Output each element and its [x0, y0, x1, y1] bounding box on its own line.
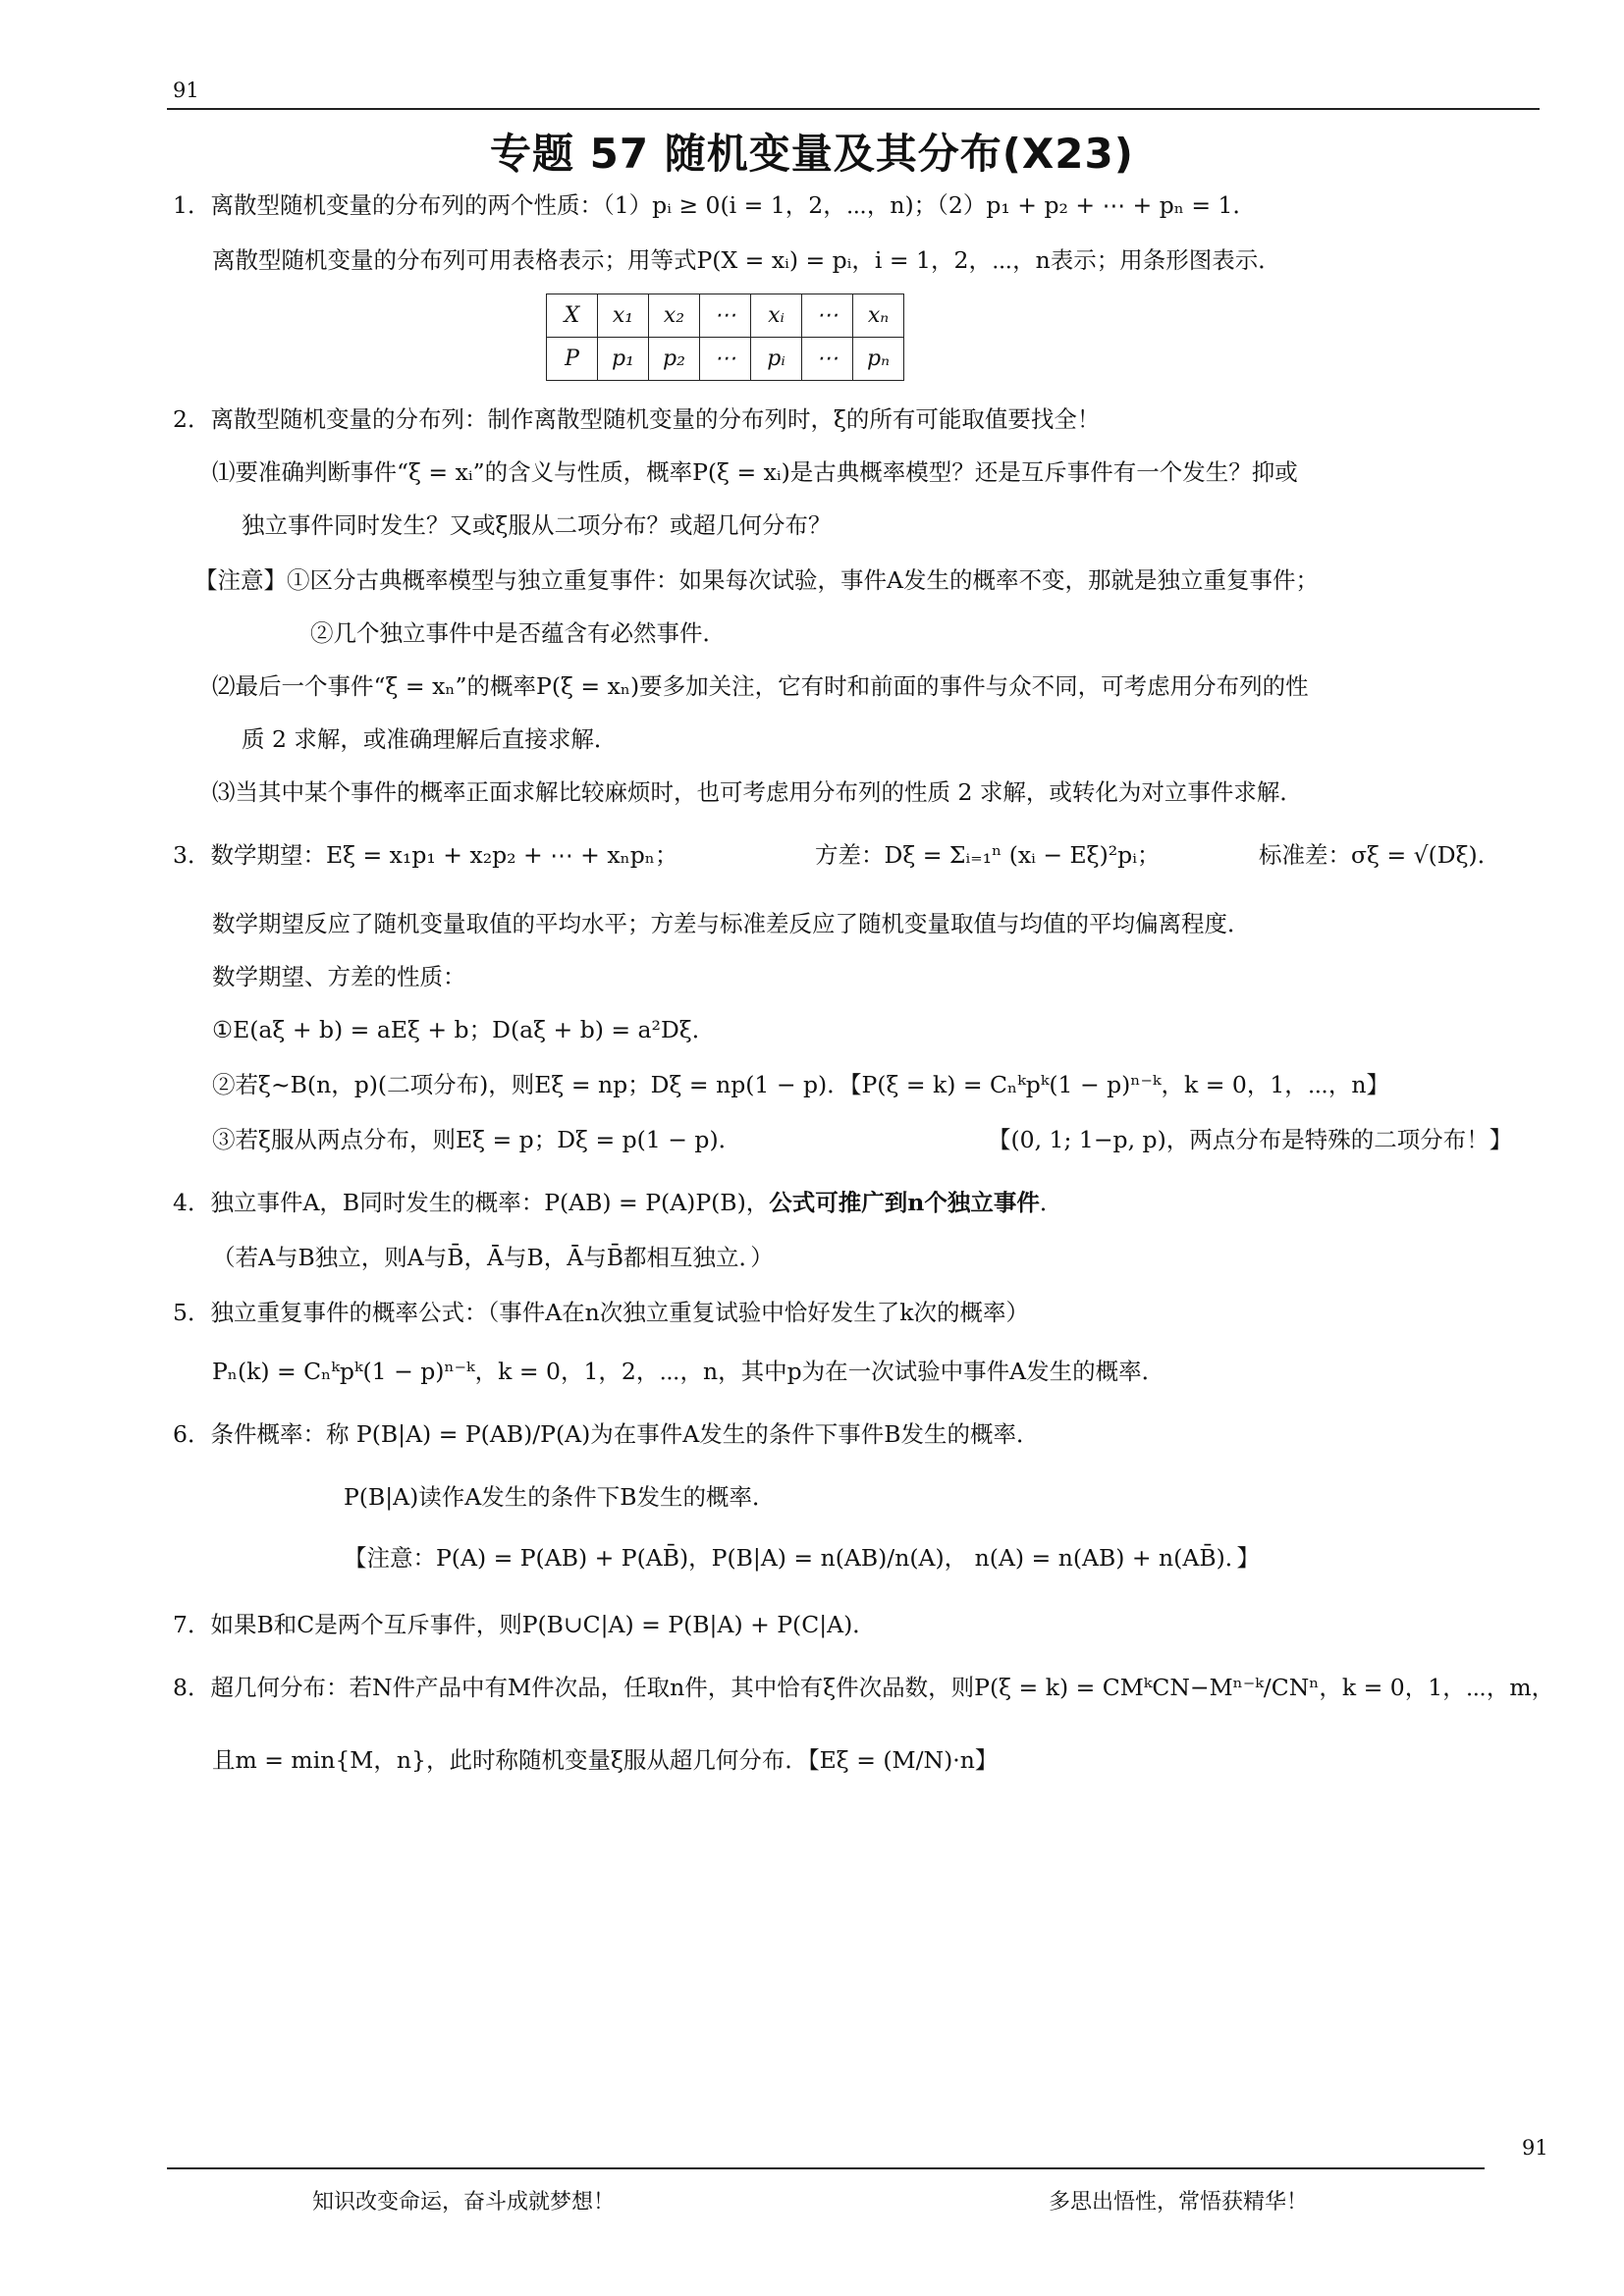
section-3-line-4: ①E(aξ + b) = aEξ + b；D(aξ + b) = a²Dξ．	[212, 1016, 716, 1043]
section-3-line-3: 数学期望、方差的性质：	[212, 963, 466, 990]
section-2-line-4: ⑵最后一个事件“ξ = xₙ”的概率P(ξ = xₙ)要多加关注，它有时和前面的事件与众不同，可考虑用分布列的性	[212, 672, 1309, 700]
section-2-line-6: ⑶当其中某个事件的概率正面求解比较麻烦时，也可考虑用分布列的性质 2 求解，或转化为对立事件求解．	[212, 778, 1303, 806]
footer-right-motto: 多思出悟性，常悟获精华！	[1049, 2190, 1309, 2215]
table-cell: x₂	[649, 294, 700, 338]
distribution-table	[546, 294, 904, 381]
table-row	[547, 294, 904, 338]
section-3-std-dev: 标准差：σξ = √(Dξ)．	[1259, 841, 1501, 869]
table-cell: ⋯	[802, 338, 853, 381]
section-2-note-line-1: 【注意】①区分古典概率模型与独立重复事件：如果每次试验，事件A发生的概率不变，那就是独立重复事件；	[194, 566, 1319, 594]
footer-page-number: 91	[1522, 2136, 1548, 2160]
table-cell: x₁	[598, 294, 649, 338]
section-3-line-6: ③若ξ服从两点分布，则Eξ = p；Dξ = p(1 − p)．	[212, 1126, 742, 1153]
table-cell: p₂	[649, 338, 700, 381]
section-6-note: 【注意：P(A) = P(AB) + P(AB̄)，P(B|A) = n(AB)/n(A)， n(A) = n(AB) + n(AB̄)．】	[344, 1544, 1261, 1572]
header-page-number: 91	[173, 79, 199, 102]
section-8-line-2: 且m = min{M，n}，此时称随机变量ξ服从超几何分布．【Eξ = (M/N)·n】	[212, 1746, 999, 1774]
page-title: 专题 57 随机变量及其分布(X23)	[490, 130, 1134, 178]
section-5-line-2: Pₙ(k) = Cₙᵏpᵏ(1 − p)ⁿ⁻ᵏ，k = 0，1，2，⋯，n，其中p为在一次试验中事件A发生的概率．	[212, 1358, 1165, 1385]
section-4-text: 4．独立事件A，B同时发生的概率：P(AB) = P(A)P(B)，	[173, 1189, 770, 1216]
section-2-note-line-2: ②几个独立事件中是否蕴含有必然事件．	[310, 619, 726, 647]
table-row	[547, 338, 904, 381]
table-cell: P	[547, 338, 598, 381]
section-7-line-1: 7．如果B和C是两个互斥事件，则P(B∪C|A) = P(B|A) + P(C|A)．	[173, 1611, 876, 1638]
section-2-line-5: 质 2 求解，或准确理解后直接求解．	[242, 725, 618, 753]
section-1-line-1: 1．离散型随机变量的分布列的两个性质：（1）pᵢ ≥ 0(i = 1，2，⋯，n)；（2）p₁ + p₂ + ⋯ + pₙ = 1．	[173, 191, 1256, 219]
section-4-emphasis: 公式可推广到n个独立事件	[769, 1189, 1040, 1216]
table-cell: pₙ	[853, 338, 904, 381]
section-3-expectation: 3．数学期望：Eξ = x₁p₁ + x₂p₂ + ⋯ + xₙpₙ；	[173, 841, 678, 869]
header-rule	[167, 108, 1540, 110]
section-2-line-3: 独立事件同时发生？又或ξ服从二项分布？或超几何分布？	[242, 511, 832, 539]
section-2-line-1: 2．离散型随机变量的分布列：制作离散型随机变量的分布列时，ξ的所有可能取值要找全！	[173, 405, 1101, 433]
section-6-line-2: P(B|A)读作A发生的条件下B发生的概率．	[344, 1483, 776, 1511]
table-cell: p₁	[598, 338, 649, 381]
table-cell: X	[547, 294, 598, 338]
section-4-line-1	[173, 1188, 1062, 1217]
table-cell: xₙ	[853, 294, 904, 338]
section-3-line-2: 数学期望反应了随机变量取值的平均水平；方差与标准差反应了随机变量取值与均值的平均偏离程度．	[212, 910, 1251, 937]
section-6-line-1: 6．条件概率：称 P(B|A) = P(AB)/P(A)为在事件A发生的条件下事件B发生的概率．	[173, 1420, 1040, 1448]
footer-rule	[167, 2167, 1485, 2169]
section-4-line-2: （若A与B独立，则A与B̄，Ā与B，Ā与B̄都相互独立．）	[212, 1244, 774, 1271]
section-1-line-2: 离散型随机变量的分布列可用表格表示；用等式P(X = xᵢ) = pᵢ，i = 1，2，⋯，n表示；用条形图表示．	[212, 246, 1281, 274]
section-8-line-1: 8．超几何分布：若N件产品中有M件次品，任取n件，其中恰有ξ件次品数，则P(ξ = k) = CMᵏCN−Mⁿ⁻ᵏ/CNⁿ，k = 0，1，⋯，m，	[173, 1674, 1555, 1701]
table-cell: pᵢ	[751, 338, 802, 381]
section-3-two-point-note: 【(0, 1; 1−p, p)，两点分布是特殊的二项分布！】	[988, 1126, 1513, 1153]
section-4-period: ．	[1039, 1189, 1063, 1216]
table-cell: ⋯	[700, 294, 751, 338]
section-3-variance: 方差：Dξ = Σᵢ₌₁ⁿ (xᵢ − Eξ)²pᵢ；	[815, 841, 1161, 869]
table-cell: ⋯	[700, 338, 751, 381]
table-cell: ⋯	[802, 294, 853, 338]
footer-left-motto: 知识改变命运，奋斗成就梦想！	[312, 2190, 616, 2215]
table-cell: xᵢ	[751, 294, 802, 338]
section-3-line-5: ②若ξ~B(n，p)(二项分布)，则Eξ = np；Dξ = np(1 − p)．【P(ξ = k) = Cₙᵏpᵏ(1 − p)ⁿ⁻ᵏ，k = 0，1，⋯，n】	[212, 1071, 1390, 1098]
section-5-line-1: 5．独立重复事件的概率公式：（事件A在n次独立重复试验中恰好发生了k次的概率）	[173, 1299, 1030, 1326]
section-2-line-2: ⑴要准确判断事件“ξ = xᵢ”的含义与性质，概率P(ξ = xᵢ)是古典概率模型？还是互斥事件有一个发生？抑或	[212, 458, 1298, 486]
